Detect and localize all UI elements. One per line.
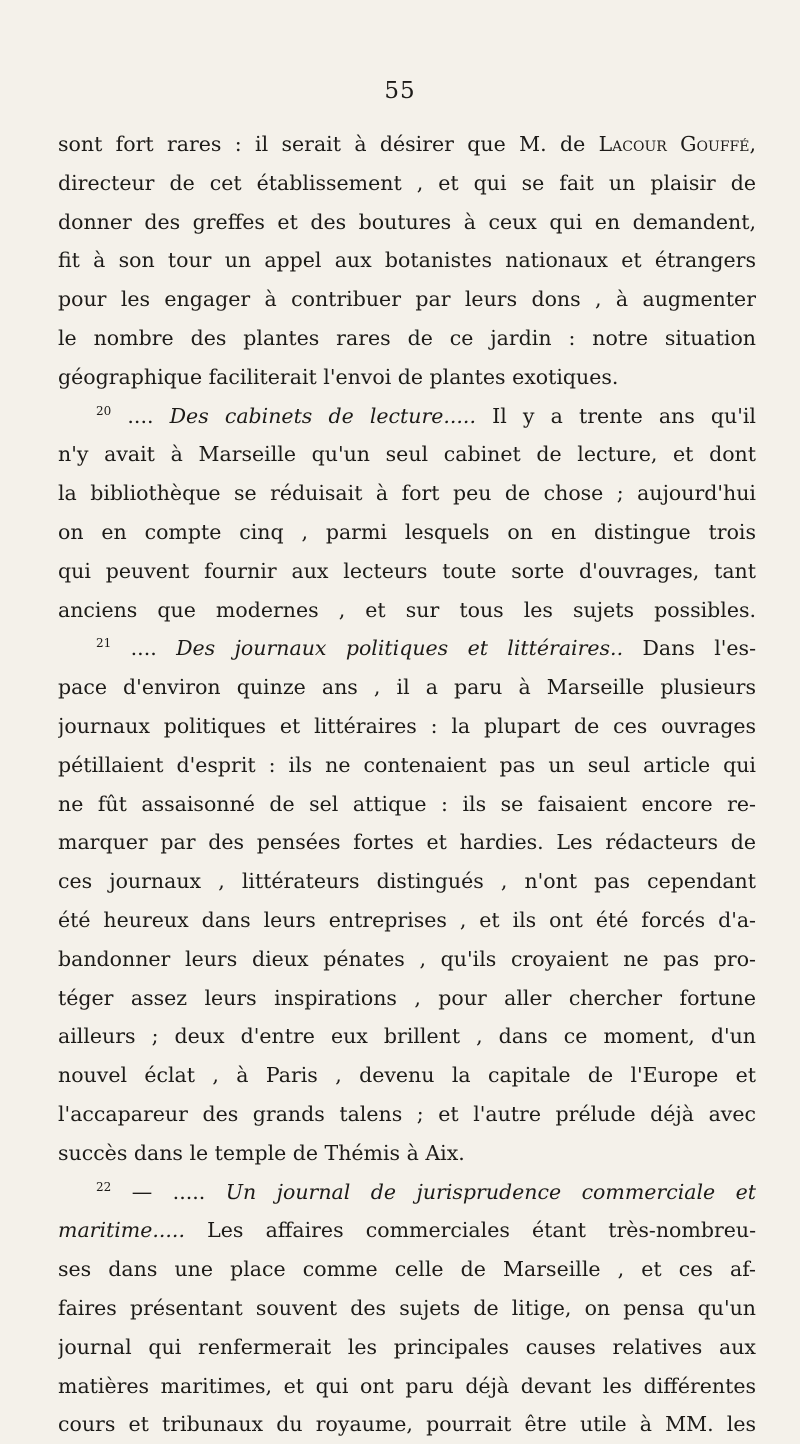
- text-line: ses dans une place comme celle de Marseille , et ces af-: [58, 1257, 756, 1282]
- section-title: Des journaux politiques et littéraires..: [176, 636, 624, 661]
- footnote-number: 22: [96, 1179, 112, 1194]
- text-line: fit à son tour un appel aux botanistes nationaux et étrangers: [58, 248, 756, 273]
- text-line: anciens que modernes , et sur tous les sujets possibles.: [58, 597, 756, 622]
- text-line: [58, 125, 756, 164]
- text-line: succès dans le temple de Thémis à Aix.: [58, 1140, 465, 1165]
- text-segment: — .....: [111, 1179, 226, 1204]
- text-line: nouvel éclat , à Paris , devenu la capitale de l'Europe et: [58, 1063, 756, 1088]
- text-line: n'y avait à Marseille qu'un seul cabinet de lecture, et dont: [58, 442, 756, 467]
- text-line: [58, 1211, 756, 1250]
- text-line: téger assez leurs inspirations , pour aller chercher fortune: [58, 985, 756, 1010]
- text-line: faires présentant souvent des sujets de litige, on pensa qu'un: [58, 1295, 756, 1320]
- text-line: l'accapareur des grands talens ; et l'autre prélude déjà avec: [58, 1101, 756, 1126]
- footnote-number: 20: [96, 403, 112, 418]
- section-heading-line: [58, 629, 756, 668]
- text-line: ces journaux , littérateurs distingués , n'ont pas cependant: [58, 869, 756, 894]
- text-line: journal qui renfermerait les principales causes relatives aux: [58, 1334, 756, 1359]
- text-segment: ....: [111, 403, 170, 428]
- text-line: cours et tribunaux du royaume, pourrait être utile à MM. les: [58, 1412, 756, 1437]
- text-line: journaux politiques et littéraires : la plupart de ces ouvrages: [58, 713, 756, 738]
- text-line: matières maritimes, et qui ont paru déjà devant les différentes: [58, 1373, 756, 1398]
- text-line: été heureux dans leurs entreprises , et ils ont été forcés d'a-: [58, 907, 756, 932]
- text-line: directeur de cet établissement , et qui se fait un plaisir de: [58, 170, 756, 195]
- page-number: 55: [384, 78, 416, 104]
- text-line: ne fût assaisonné de sel attique : ils se faisaient encore re-: [58, 791, 756, 816]
- section-heading-line: [58, 1173, 756, 1212]
- footnote-number: 21: [96, 636, 112, 651]
- text-segment: Il y a trente ans qu'il: [475, 403, 756, 428]
- text-line: marquer par des pensées fortes et hardies. Les rédacteurs de: [58, 830, 756, 855]
- section-title: maritime.....: [58, 1218, 185, 1243]
- text-line: bandonner leurs dieux pénates , qu'ils croyaient ne pas pro-: [58, 946, 756, 971]
- person-name: Lacour Gouffé: [598, 132, 750, 156]
- text-line: pétillaient d'esprit : ils ne contenaient pas un seul article qui: [58, 752, 756, 777]
- text-line: la bibliothèque se réduisait à fort peu de chose ; aujourd'hui: [58, 481, 756, 506]
- section-title: Un journal de jurisprudence commerciale et: [225, 1179, 756, 1204]
- section-title: Des cabinets de lecture.....: [169, 403, 476, 428]
- text-line: pour les engager à contribuer par leurs dons , à augmenter: [58, 287, 756, 312]
- text-line: ailleurs ; deux d'entre eux brillent , dans ce moment, d'un: [58, 1024, 756, 1049]
- text-line: qui peuvent fournir aux lecteurs toute sorte d'ouvrages, tant: [58, 558, 756, 583]
- text-line: pace d'environ quinze ans , il a paru à Marseille plusieurs: [58, 675, 756, 700]
- text-segment: ....: [111, 636, 177, 661]
- text-segment: ,: [749, 132, 756, 156]
- body-text: [58, 125, 756, 1444]
- text-segment: Les affaires commerciales étant très-nombreu-: [184, 1218, 756, 1243]
- text-line: géographique faciliterait l'envoi de plantes exotiques.: [58, 364, 619, 389]
- section-heading-line: [58, 397, 756, 436]
- text-segment: sont fort rares : il serait à désirer que M. de: [58, 132, 599, 156]
- text-line: le nombre des plantes rares de ce jardin : notre situation: [58, 325, 756, 350]
- text-line: on en compte cinq , parmi lesquels on en distingue trois: [58, 519, 756, 544]
- text-segment: Dans l'es-: [623, 636, 756, 661]
- text-line: donner des greffes et des boutures à ceux qui en demandent,: [58, 209, 756, 234]
